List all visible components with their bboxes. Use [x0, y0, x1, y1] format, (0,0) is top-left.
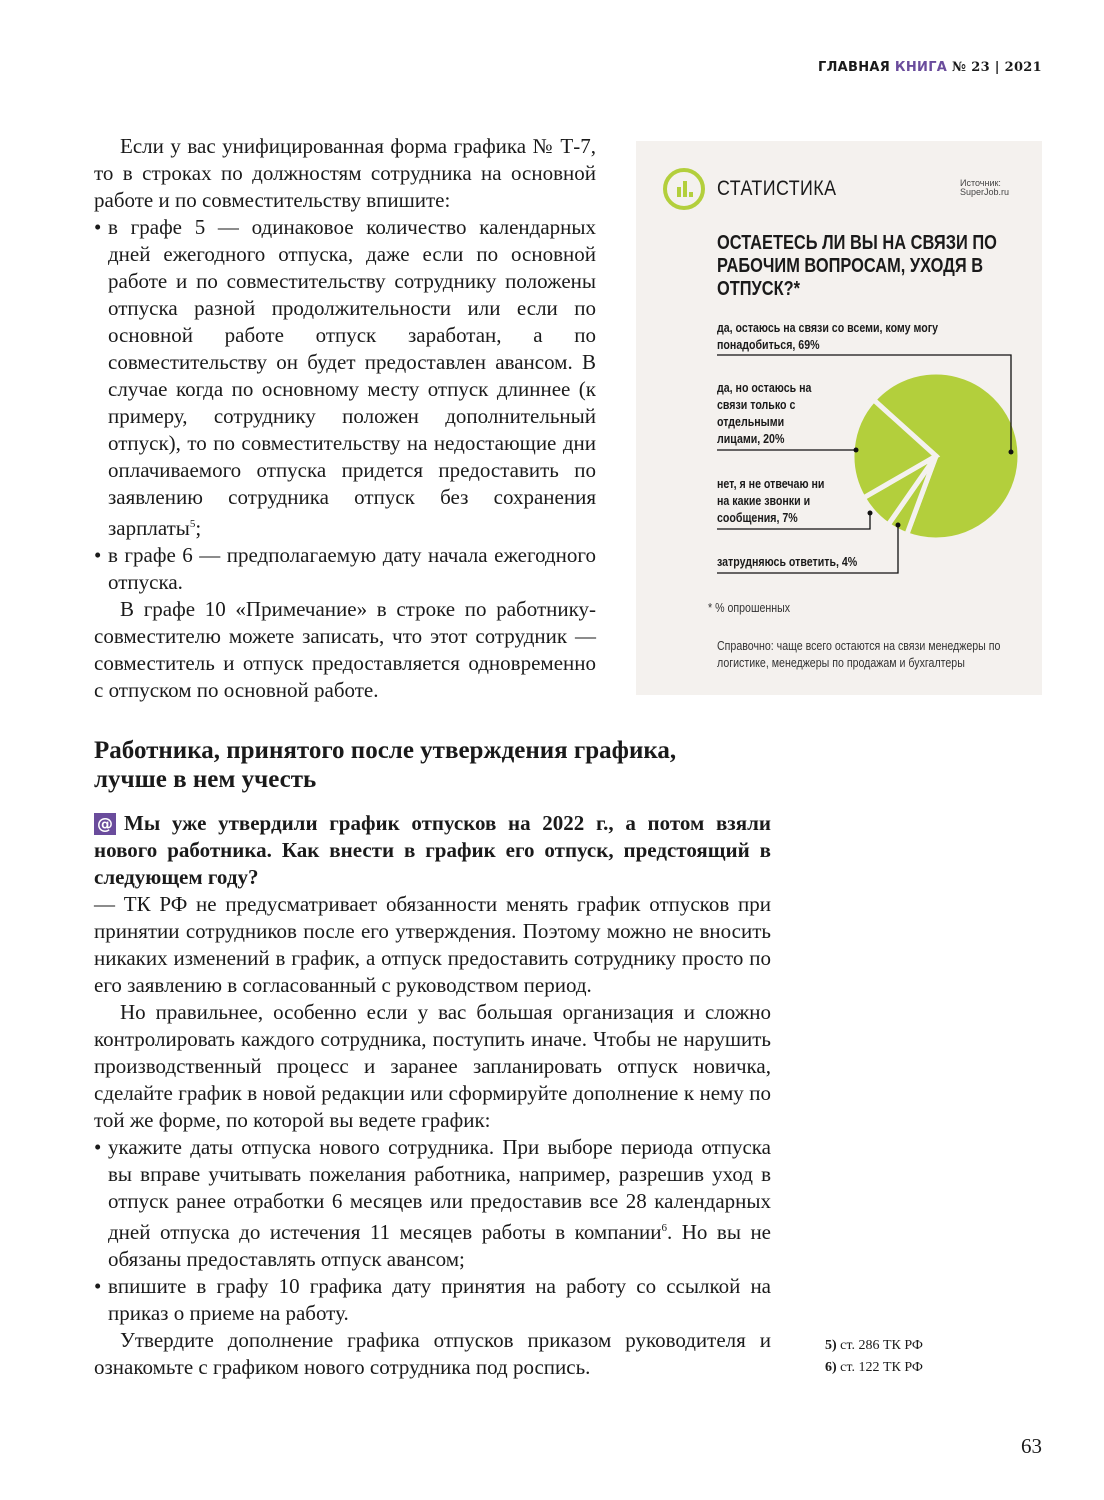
brand-name: ГЛАВНАЯ [817, 60, 891, 75]
left-column [94, 133, 596, 704]
footnote [825, 1357, 923, 1379]
paragraph: Но правильнее, особенно если у вас большая организация и сложно контролировать каждого сотрудника, поступить иначе. Чтобы не нарушить производственный процесс и заранее запланировать отпуск новичка, сделайте график в новой редакции или сформируйте дополнение к нему по той же форме, по которой вы ведете график: [94, 1000, 771, 1132]
slice-label: да, но остаюсь на связи только с отдельными лицами, 20% [717, 381, 812, 446]
question [94, 810, 771, 891]
at-icon: @ [94, 813, 116, 835]
list-text: укажите даты отпуска нового сотрудника. При выборе периода отпуска вы вправе учитывать пожелания работника, например, разрешив уход в отпуск ранее отработки 6 месяцев или предоставив все 28 календарных дней отпуска до истечения 11 месяцев работы в компании [108, 1135, 771, 1244]
footnote-ref: 5 [189, 518, 196, 530]
footnote-number: 6) [825, 1360, 837, 1375]
list-item [94, 1134, 771, 1273]
issue-number: № 23 | 2021 [951, 60, 1042, 75]
chart-footnote: * % опрошенных [708, 601, 791, 615]
chart-title: ОСТАЕТЕСЬ ЛИ ВЫ НА СВЯЗИ ПО РАБОЧИМ ВОПРОСАМ, УХОДЯ В ОТПУСК?* [717, 232, 997, 300]
list-item: • впишите в графу 10 графика дату принятия на работу со ссылкой на приказ о приеме на работу. [94, 1273, 771, 1327]
panel-title: СТАТИСТИКА [717, 177, 837, 200]
bullet-list [94, 214, 596, 596]
footnote [825, 1335, 923, 1357]
question-text: Мы уже утвердили график отпусков на 2022 г., а потом взяли нового работника. Как внести в график его отпуск, предстоящий в следующем году? [94, 811, 771, 889]
list-text: ; [195, 516, 202, 540]
main-column [94, 810, 771, 1381]
source-note: Источник: SuperJob.ru [960, 178, 1010, 197]
list-item: • в графе 6 — предполагаемую дату начала ежегодного отпуска. [94, 542, 596, 596]
leader-dot [868, 511, 873, 516]
bullet-list [94, 1134, 771, 1327]
list-text: в графе 5 — одинаковое количество календарных дней ежегодного отпуска, даже если по основной работе и по совместительству сотруднику положены отпуска разной продолжительности или если по основной работе отпуск заработан, а по совместительству он будет предоставлен авансом. В случае когда по основному месту отпуск длиннее (к примеру, сотруднику положен дополнительный отпуск), то по совместительству на недостающие дни оплачиваемого отпуска придется предоставить по заявлению сотрудника отпуск без сохранения зарплаты [108, 215, 596, 540]
list-item [94, 214, 596, 542]
leader-dot [1009, 450, 1014, 455]
reference-note: Справочно: чаще всего остаются на связи менеджеры по логистике, менеджеры по продажам и бухгалтеры [717, 639, 1001, 670]
footnote-text: ст. 286 ТК РФ [840, 1338, 923, 1353]
slice-label: да, остаюсь на связи со всеми, кому могу понадобиться, 69% [717, 321, 939, 352]
paragraph: Если у вас унифицированная форма графика № Т-7, то в строках по должностям сотрудника на основной работе и по совместительству впишите: [94, 134, 596, 212]
leader-dot [854, 448, 859, 453]
paragraph: В графе 10 «Примечание» в строке по работнику-совместителю можете записать, что этот сотрудник — совместитель и отпуск предоставляется одновременно с отпуском по основной работе. [94, 597, 596, 702]
page-number: 63 [1021, 1434, 1042, 1458]
section-heading: Работника, принятого после утверждения графика, лучше в нем учесть [94, 737, 677, 793]
answer: — ТК РФ не предусматривает обязанности менять график отпусков при принятии сотрудников после его утверждения. Поэтому можно не вносить никаких изменений в график, а отпуск предоставить сотруднику просто по его заявлению в согласованный с руководством период. [94, 892, 771, 997]
slice-label: затрудняюсь ответить, 4% [717, 555, 858, 569]
brand-accent: КНИГА [894, 60, 948, 75]
running-header [818, 60, 1042, 75]
pie-chart [636, 141, 1042, 695]
footnote-number: 5) [825, 1338, 837, 1353]
footnote-ref: 6 [661, 1222, 667, 1234]
list-text: . Но вы не обязаны предоставлять отпуск авансом; [108, 1220, 772, 1271]
leader-dot [896, 523, 901, 528]
footnote-text: ст. 122 ТК РФ [840, 1360, 923, 1375]
paragraph: Утвердите дополнение графика отпусков приказом руководителя и ознакомьте с графиком нового сотрудника под роспись. [94, 1328, 771, 1379]
statistics-panel [636, 141, 1042, 695]
slice-label: нет, я не отвечаю ни на какие звонки и сообщения, 7% [717, 477, 825, 525]
